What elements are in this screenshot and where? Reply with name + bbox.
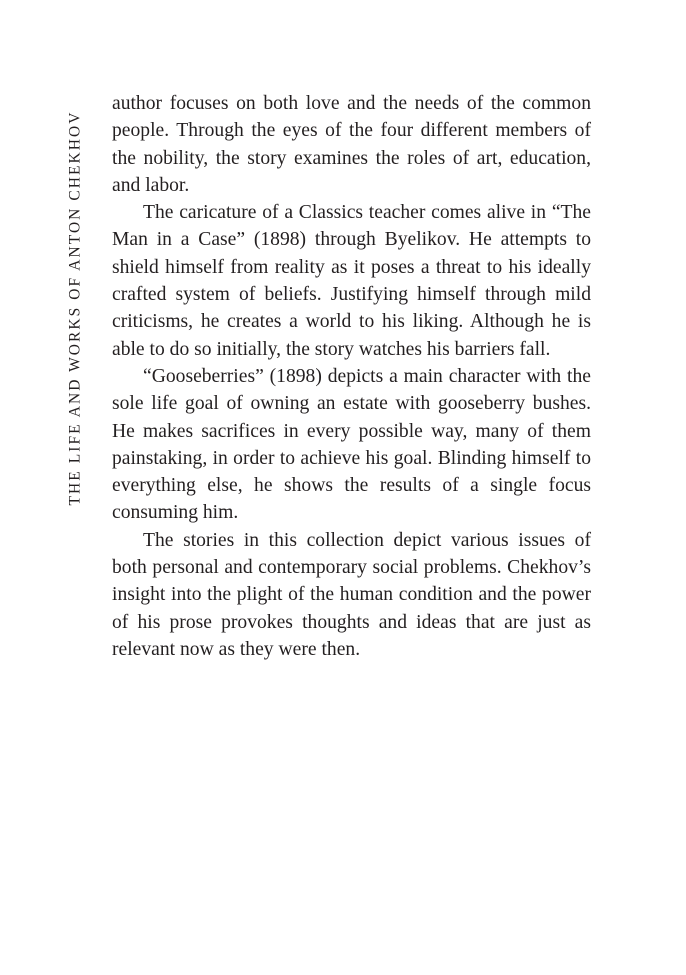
running-head-text: THE LIFE AND WORKS OF ANTON CHEKHOV <box>66 110 83 506</box>
paragraph-collection-summary: The stories in this collection depict various issues of both personal and contemporary social problems. Chekhov’s insight into the plight of the human condition and the power of his prose provokes thoughts and ideas that are just as relevant now as they were then. <box>112 529 591 660</box>
paragraph-gooseberries: “Gooseberries” (1898) depicts a main character with the sole life goal of owning an estate with gooseberry bushes. He makes sacrifices in every possible way, many of them painstaking, in order to achieve his goal. Blinding himself to everything else, he shows the results of a single focus consuming him. <box>112 365 591 524</box>
paragraph-continuation: author focuses on both love and the needs of the common people. Through the eyes of the four different members of the nobility, the story examines the roles of art, education, and labor. <box>112 93 591 196</box>
running-head <box>64 97 86 519</box>
page-body <box>112 90 591 663</box>
paragraph-man-in-a-case: The caricature of a Classics teacher comes alive in “The Man in a Case” (1898) through Byelikov. He attempts to shield himself from reality as it poses a threat to his ideally crafted system of beliefs. Justifying himself through mild criticisms, he creates a world to his liking. Although he is able to do so initially, the story watches his barriers fall. <box>112 202 591 360</box>
